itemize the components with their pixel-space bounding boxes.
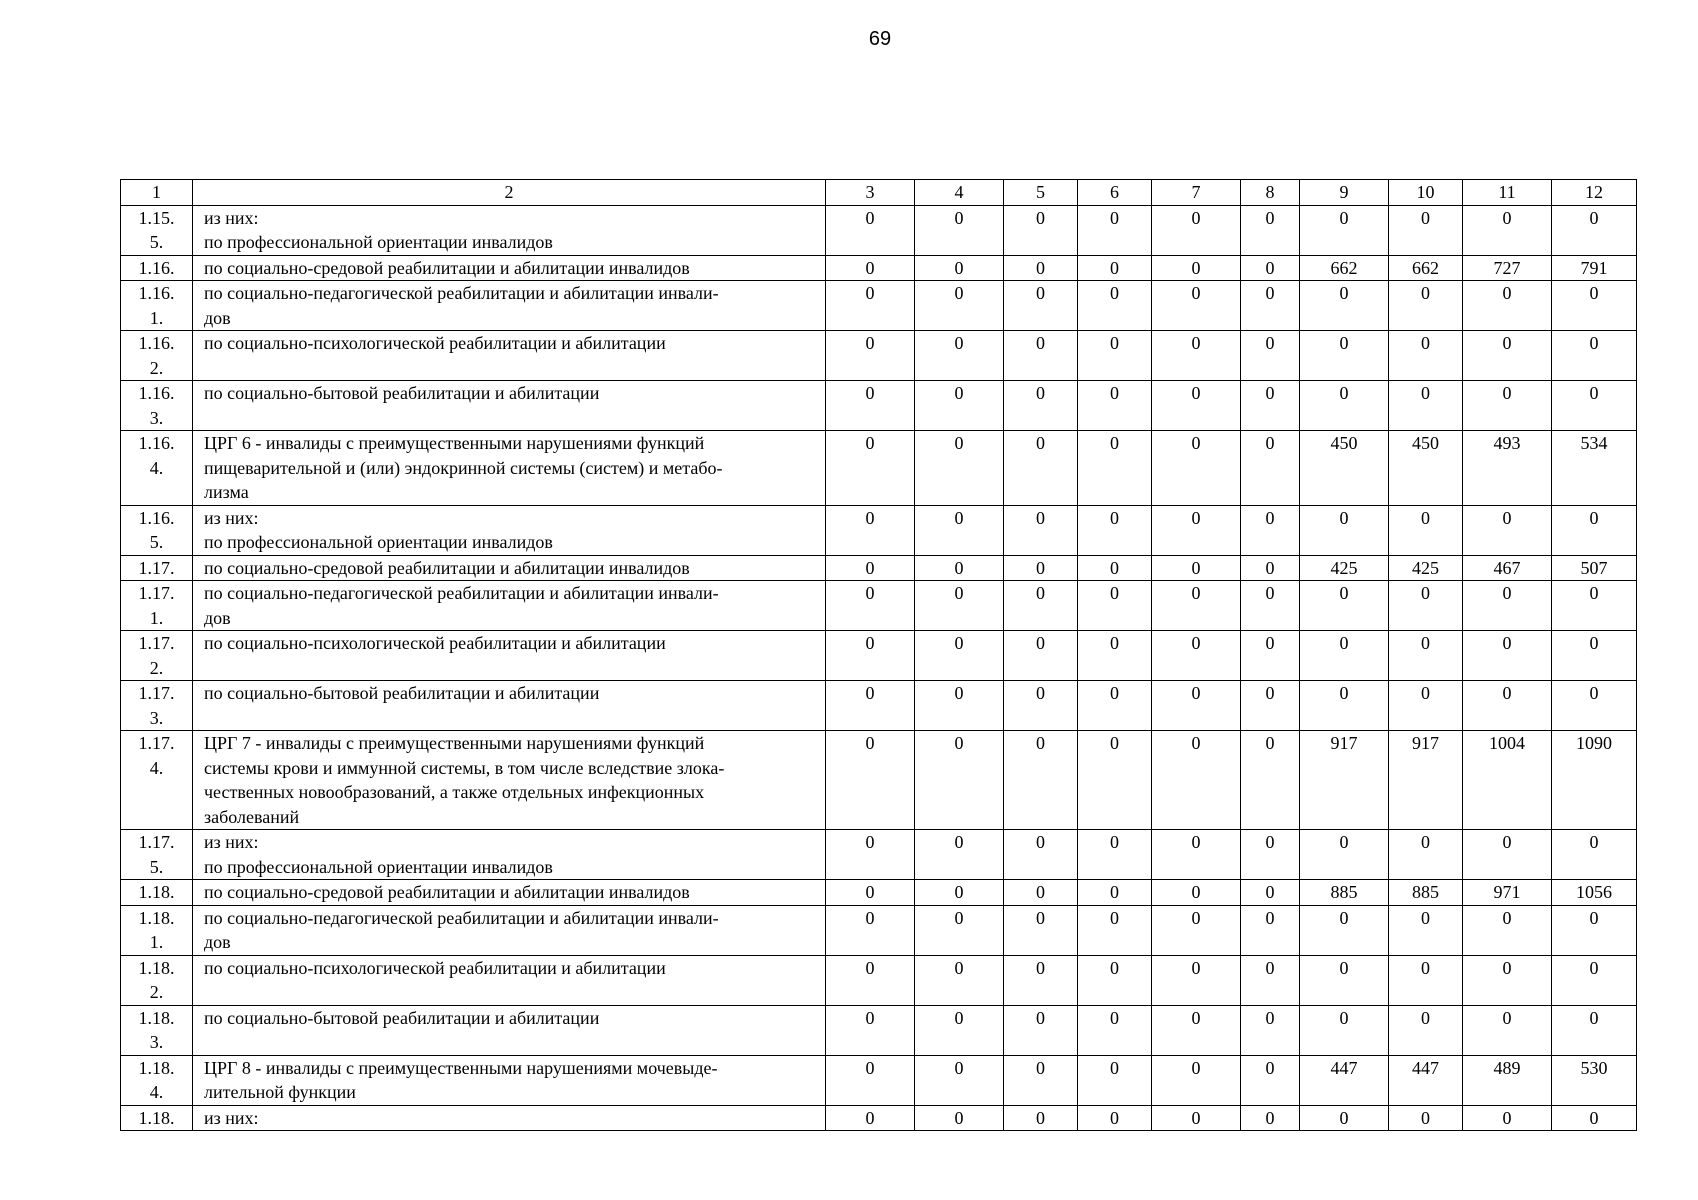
row-value: 0 [1078,905,1152,955]
row-description: по социально-психологической реабилитации и абилитации [193,955,826,1005]
row-value: 0 [1241,255,1300,281]
table-row [121,1105,1637,1131]
row-description: из них: [193,1105,826,1131]
row-description: из них: по профессиональной ориентации инвалидов [193,205,826,255]
row-value: 0 [1552,830,1637,880]
row-value: 0 [915,1105,1004,1131]
row-number: 1.16. 2. [121,331,193,381]
row-description: по социально-психологической реабилитации и абилитации [193,631,826,681]
row-value: 0 [1300,830,1389,880]
row-value: 0 [826,1105,915,1131]
row-value: 0 [1004,255,1078,281]
row-value: 662 [1300,255,1389,281]
row-value: 0 [1078,281,1152,331]
row-value: 467 [1463,555,1552,581]
row-description: по социально-бытовой реабилитации и абилитации [193,681,826,731]
row-number: 1.18. [121,1105,193,1131]
row-value: 0 [1241,381,1300,431]
row-value: 0 [1241,1105,1300,1131]
row-value: 0 [826,955,915,1005]
row-value: 0 [1004,1005,1078,1055]
row-value: 489 [1463,1055,1552,1105]
row-value: 0 [915,631,1004,681]
row-value: 0 [826,255,915,281]
row-value: 0 [1078,205,1152,255]
row-value: 0 [1241,905,1300,955]
row-value: 0 [915,381,1004,431]
row-value: 0 [1004,955,1078,1005]
row-value: 0 [915,830,1004,880]
row-value: 0 [1004,681,1078,731]
row-number: 1.16. [121,255,193,281]
row-value: 425 [1389,555,1463,581]
row-value: 0 [1389,1005,1463,1055]
table-row [121,1055,1637,1105]
row-number: 1.18. 4. [121,1055,193,1105]
row-value: 0 [1152,905,1241,955]
row-value: 0 [1078,830,1152,880]
row-value: 0 [1463,905,1552,955]
column-header: 1 [121,180,193,206]
row-value: 0 [1463,381,1552,431]
table-row [121,880,1637,906]
row-value: 0 [1078,255,1152,281]
row-value: 0 [1152,1105,1241,1131]
row-value: 0 [1300,581,1389,631]
row-value: 0 [1463,331,1552,381]
row-value: 0 [1300,1105,1389,1131]
row-value: 0 [1241,505,1300,555]
row-value: 0 [1552,631,1637,681]
row-number: 1.16. 5. [121,505,193,555]
row-value: 0 [915,681,1004,731]
row-number: 1.17. 1. [121,581,193,631]
row-value: 0 [1004,205,1078,255]
row-value: 0 [1552,281,1637,331]
table-row [121,431,1637,506]
row-value: 0 [1463,281,1552,331]
row-value: 493 [1463,431,1552,506]
row-description: по социально-психологической реабилитации и абилитации [193,331,826,381]
table-row [121,905,1637,955]
row-value: 0 [1389,331,1463,381]
row-value: 425 [1300,555,1389,581]
row-value: 0 [1389,281,1463,331]
row-value: 0 [1078,880,1152,906]
row-value: 0 [1078,505,1152,555]
table-row [121,955,1637,1005]
row-number: 1.18. 2. [121,955,193,1005]
row-value: 1004 [1463,731,1552,830]
row-value: 0 [1152,505,1241,555]
row-value: 0 [1004,381,1078,431]
column-header: 7 [1152,180,1241,206]
row-value: 0 [1241,681,1300,731]
row-value: 0 [1300,631,1389,681]
table-row [121,1005,1637,1055]
row-value: 0 [915,731,1004,830]
column-header: 12 [1552,180,1637,206]
row-value: 0 [826,681,915,731]
row-value: 530 [1552,1055,1637,1105]
row-value: 0 [826,281,915,331]
row-value: 0 [1552,331,1637,381]
row-value: 0 [1241,331,1300,381]
row-value: 0 [1004,281,1078,331]
row-value: 0 [915,880,1004,906]
row-number: 1.15. 5. [121,205,193,255]
row-value: 0 [1078,331,1152,381]
row-value: 0 [1152,1055,1241,1105]
row-value: 0 [1300,905,1389,955]
row-value: 447 [1300,1055,1389,1105]
column-header: 11 [1463,180,1552,206]
row-value: 0 [1389,381,1463,431]
column-header: 5 [1004,180,1078,206]
row-value: 0 [1552,581,1637,631]
row-value: 0 [826,880,915,906]
row-number: 1.17. [121,555,193,581]
row-value: 0 [826,1005,915,1055]
row-description: ЦРГ 7 - инвалиды с преимущественными нарушениями функций системы крови и иммунной системы, в том числе вследствие злока- чественных новообразований, а также отдельных инфекционных заболеваний [193,731,826,830]
row-description: из них: по профессиональной ориентации инвалидов [193,830,826,880]
row-value: 0 [1004,830,1078,880]
row-value: 447 [1389,1055,1463,1105]
row-value: 0 [1463,1105,1552,1131]
row-number: 1.17. 5. [121,830,193,880]
row-value: 0 [1241,205,1300,255]
table-row [121,331,1637,381]
row-description: по социально-средовой реабилитации и абилитации инвалидов [193,255,826,281]
row-value: 0 [1152,955,1241,1005]
row-value: 0 [915,1055,1004,1105]
row-value: 0 [1241,880,1300,906]
row-value: 0 [826,830,915,880]
row-description: из них: по профессиональной ориентации инвалидов [193,505,826,555]
row-value: 0 [1004,1105,1078,1131]
row-value: 0 [826,331,915,381]
page-number: 69 [868,28,892,50]
row-value: 727 [1463,255,1552,281]
row-value: 0 [1463,205,1552,255]
table-body [121,180,1637,1131]
row-value: 0 [1463,681,1552,731]
row-value: 0 [915,205,1004,255]
row-value: 0 [1552,381,1637,431]
row-value: 0 [1463,631,1552,681]
table-row [121,581,1637,631]
row-value: 0 [1389,955,1463,1005]
row-value: 0 [1241,1055,1300,1105]
row-value: 0 [1152,431,1241,506]
row-value: 0 [1078,381,1152,431]
row-value: 0 [1004,1055,1078,1105]
row-value: 0 [915,1005,1004,1055]
row-value: 0 [1004,631,1078,681]
row-description: по социально-бытовой реабилитации и абилитации [193,1005,826,1055]
row-value: 0 [1241,431,1300,506]
row-value: 0 [915,581,1004,631]
row-value: 0 [1004,331,1078,381]
row-value: 0 [1389,1105,1463,1131]
row-value: 534 [1552,431,1637,506]
table-row [121,731,1637,830]
row-value: 0 [1004,905,1078,955]
row-value: 0 [1004,731,1078,830]
row-number: 1.18. [121,880,193,906]
row-value: 0 [1078,555,1152,581]
row-value: 0 [1389,631,1463,681]
row-description: по социально-бытовой реабилитации и абилитации [193,381,826,431]
column-header: 10 [1389,180,1463,206]
row-value: 0 [1152,331,1241,381]
row-value: 0 [1152,681,1241,731]
row-value: 0 [1152,731,1241,830]
column-header: 9 [1300,180,1389,206]
row-value: 0 [1241,555,1300,581]
row-value: 0 [1463,581,1552,631]
row-value: 0 [1552,505,1637,555]
row-value: 0 [826,905,915,955]
row-value: 0 [915,431,1004,506]
row-value: 0 [826,205,915,255]
data-table [120,179,1637,1131]
row-value: 0 [915,905,1004,955]
row-value: 0 [1389,905,1463,955]
row-value: 0 [1152,1005,1241,1055]
table-row [121,255,1637,281]
table-row [121,281,1637,331]
row-value: 507 [1552,555,1637,581]
row-value: 1090 [1552,731,1637,830]
row-value: 0 [1241,581,1300,631]
row-value: 0 [1152,631,1241,681]
row-value: 0 [1078,1105,1152,1131]
row-value: 0 [1078,631,1152,681]
row-value: 0 [1552,1105,1637,1131]
row-value: 0 [1152,381,1241,431]
row-value: 0 [1152,555,1241,581]
row-value: 0 [1389,830,1463,880]
row-value: 0 [1152,880,1241,906]
row-value: 0 [1552,905,1637,955]
row-number: 1.18. 3. [121,1005,193,1055]
table-row [121,830,1637,880]
row-description: по социально-средовой реабилитации и абилитации инвалидов [193,880,826,906]
row-value: 0 [826,505,915,555]
table-row [121,681,1637,731]
row-value: 0 [1300,331,1389,381]
row-description: по социально-средовой реабилитации и абилитации инвалидов [193,555,826,581]
row-value: 450 [1300,431,1389,506]
row-value: 0 [1004,555,1078,581]
row-value: 0 [1552,1005,1637,1055]
row-number: 1.16. 1. [121,281,193,331]
row-description: ЦРГ 6 - инвалиды с преимущественными нарушениями функций пищеварительной и (или) эндокринной системы (систем) и метабо- лизма [193,431,826,506]
row-value: 0 [1078,681,1152,731]
row-value: 0 [1463,1005,1552,1055]
row-description: по социально-педагогической реабилитации и абилитации инвали- дов [193,905,826,955]
table-row [121,205,1637,255]
column-header: 6 [1078,180,1152,206]
row-description: по социально-педагогической реабилитации и абилитации инвали- дов [193,281,826,331]
row-value: 0 [826,581,915,631]
row-number: 1.18. 1. [121,905,193,955]
row-value: 1056 [1552,880,1637,906]
row-value: 0 [1152,205,1241,255]
row-value: 0 [1152,830,1241,880]
row-value: 0 [1241,830,1300,880]
row-value: 0 [1389,505,1463,555]
row-description: ЦРГ 8 - инвалиды с преимущественными нарушениями мочевыде- лительной функции [193,1055,826,1105]
row-value: 0 [826,431,915,506]
row-value: 0 [1241,1005,1300,1055]
table-row [121,505,1637,555]
row-value: 0 [1004,505,1078,555]
row-value: 0 [1241,955,1300,1005]
row-value: 0 [1078,955,1152,1005]
row-value: 0 [1389,681,1463,731]
row-value: 0 [1552,205,1637,255]
row-value: 0 [1078,1005,1152,1055]
row-value: 791 [1552,255,1637,281]
row-value: 0 [826,381,915,431]
column-header: 3 [826,180,915,206]
row-value: 0 [1004,581,1078,631]
row-value: 0 [915,281,1004,331]
row-value: 0 [1389,581,1463,631]
row-value: 0 [1389,205,1463,255]
row-value: 0 [915,955,1004,1005]
row-value: 885 [1389,880,1463,906]
row-number: 1.16. 3. [121,381,193,431]
table-row [121,555,1637,581]
row-value: 0 [1300,281,1389,331]
row-value: 0 [1152,581,1241,631]
row-value: 0 [1241,731,1300,830]
row-value: 0 [1078,1055,1152,1105]
row-value: 0 [1078,581,1152,631]
row-value: 0 [1241,631,1300,681]
row-value: 0 [1078,731,1152,830]
row-number: 1.17. 2. [121,631,193,681]
row-number: 1.16. 4. [121,431,193,506]
row-description: по социально-педагогической реабилитации и абилитации инвали- дов [193,581,826,631]
row-value: 971 [1463,880,1552,906]
row-value: 0 [1241,281,1300,331]
row-value: 0 [1552,681,1637,731]
row-value: 0 [1152,255,1241,281]
row-value: 450 [1389,431,1463,506]
row-value: 917 [1300,731,1389,830]
row-value: 0 [1300,505,1389,555]
row-value: 0 [1152,281,1241,331]
row-value: 917 [1389,731,1463,830]
row-value: 0 [1463,505,1552,555]
row-value: 662 [1389,255,1463,281]
row-number: 1.17. 3. [121,681,193,731]
row-value: 0 [1004,880,1078,906]
row-value: 0 [1463,955,1552,1005]
row-value: 0 [915,555,1004,581]
row-value: 0 [1300,205,1389,255]
row-value: 0 [826,1055,915,1105]
column-header: 4 [915,180,1004,206]
row-value: 885 [1300,880,1389,906]
row-value: 0 [1300,1005,1389,1055]
row-value: 0 [826,631,915,681]
row-value: 0 [1300,681,1389,731]
row-value: 0 [1300,955,1389,1005]
row-value: 0 [826,731,915,830]
row-value: 0 [915,505,1004,555]
column-header: 8 [1241,180,1300,206]
table-row [121,381,1637,431]
column-header: 2 [193,180,826,206]
row-value: 0 [1463,830,1552,880]
row-number: 1.17. 4. [121,731,193,830]
row-value: 0 [1004,431,1078,506]
row-value: 0 [826,555,915,581]
row-value: 0 [1300,381,1389,431]
table-row [121,631,1637,681]
row-value: 0 [1552,955,1637,1005]
row-value: 0 [915,331,1004,381]
row-value: 0 [915,255,1004,281]
table-header-row [121,180,1637,206]
row-value: 0 [1078,431,1152,506]
